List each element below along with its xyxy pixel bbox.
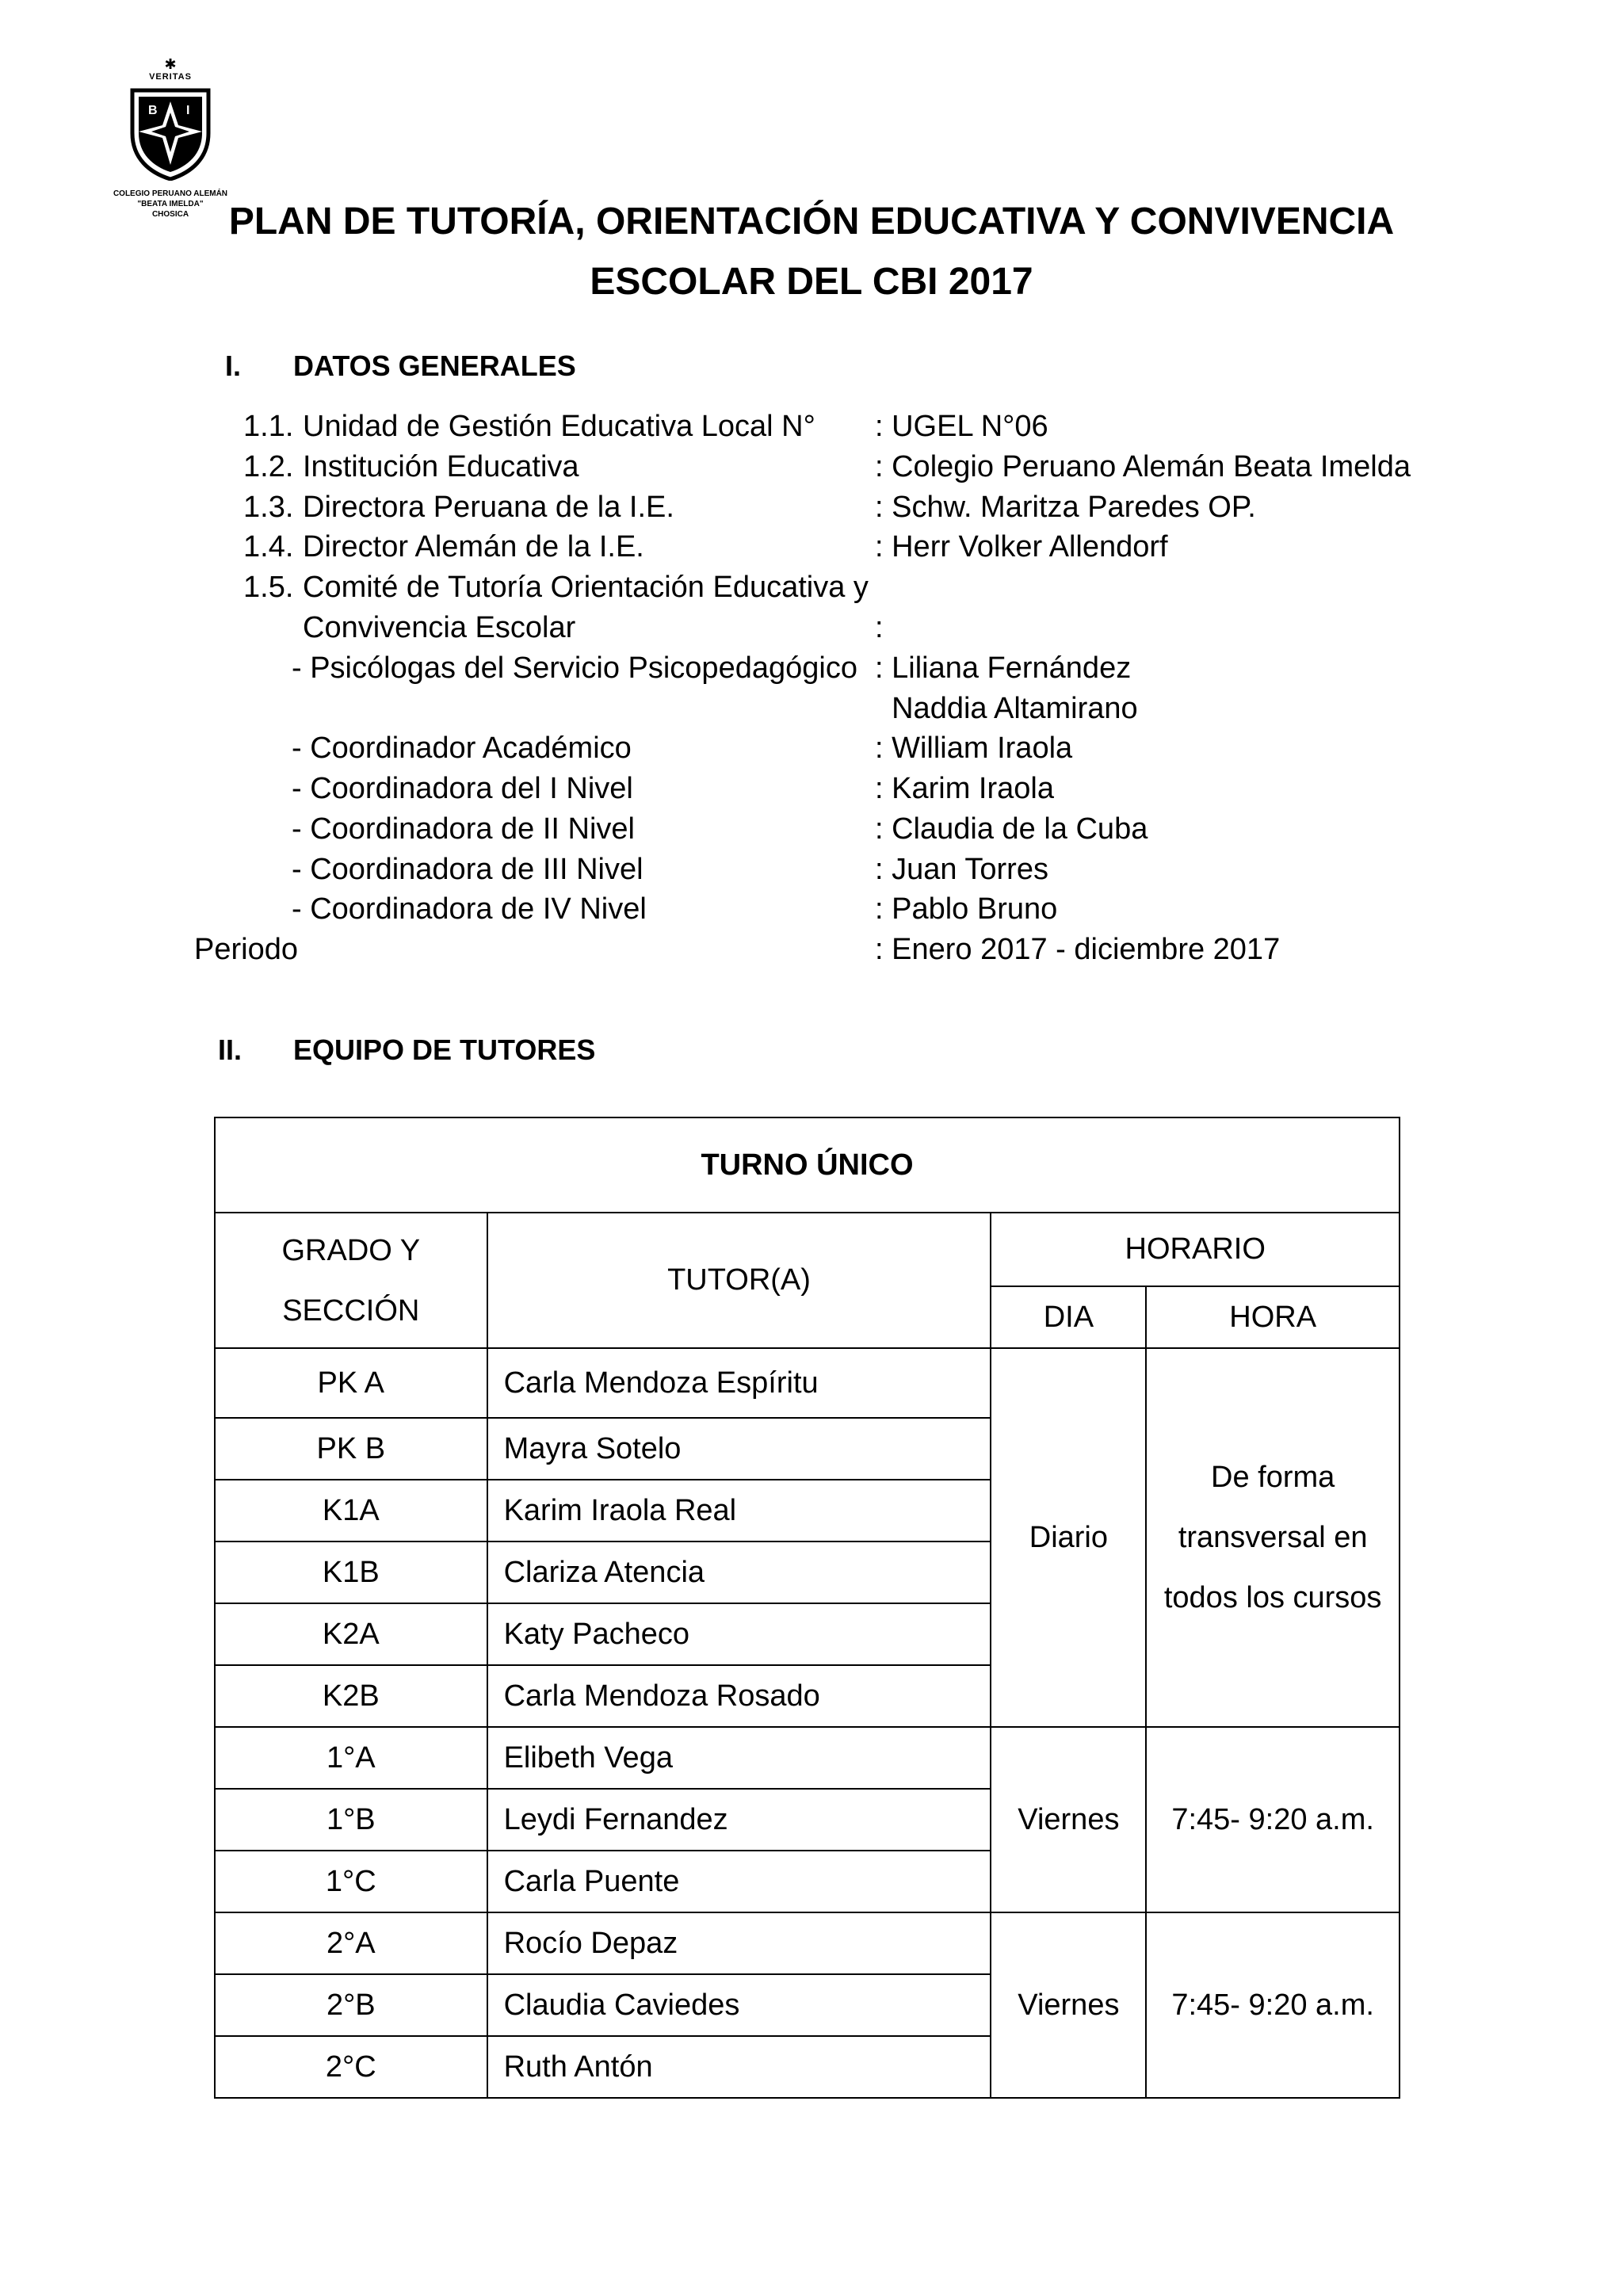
cell-tutor: Carla Mendoza Rosado xyxy=(487,1665,991,1727)
section-1-number: I. xyxy=(225,350,242,382)
datos-row-label: Institución Educativa xyxy=(303,450,579,483)
header-grado xyxy=(215,1213,487,1348)
header-dia: DIA xyxy=(991,1286,1146,1348)
cell-dia: Diario xyxy=(991,1348,1146,1727)
datos-row-value: : Schw. Maritza Paredes OP. xyxy=(875,491,1256,524)
header-horario: HORARIO xyxy=(991,1213,1400,1286)
document-title-line-2: ESCOLAR DEL CBI 2017 xyxy=(590,261,1033,303)
datos-row-coord-academico xyxy=(0,728,1623,768)
logo-line-1: COLEGIO PERUANO ALEMÁN xyxy=(113,189,228,198)
datos-row-coord-iv xyxy=(0,889,1623,929)
star-icon: ✱ xyxy=(164,56,177,72)
datos-row-label: - Coordinadora de II Nivel xyxy=(292,812,635,846)
datos-row-1-5-cont xyxy=(0,608,1623,648)
logo-line-2: "BEATA IMELDA" xyxy=(137,200,204,208)
cell-grado: K1B xyxy=(215,1541,487,1603)
table-caption-row xyxy=(215,1117,1400,1213)
cell-grado: K2B xyxy=(215,1665,487,1727)
table-row xyxy=(215,1727,1400,1789)
cell-hora: 7:45- 9:20 a.m. xyxy=(1146,1912,1400,2098)
cell-tutor: Katy Pacheco xyxy=(487,1603,991,1665)
cell-grado: K1A xyxy=(215,1480,487,1541)
datos-row-number: 1.1. xyxy=(243,410,294,443)
section-2-number: II. xyxy=(218,1033,242,1066)
cell-grado: 1°B xyxy=(215,1789,487,1851)
datos-row-psicologas xyxy=(0,648,1623,688)
datos-row-1-4 xyxy=(0,527,1623,567)
header-grado-line-1: GRADO Y xyxy=(281,1233,421,1267)
crest-letter-b: B xyxy=(148,104,158,117)
datos-row-periodo xyxy=(0,930,1623,969)
cell-grado: 1°C xyxy=(215,1851,487,1912)
logo-line-3: CHOSICA xyxy=(151,210,189,219)
datos-row-label: Comité de Tutoría Orientación Educativa y xyxy=(303,571,869,604)
cell-tutor: Elibeth Vega xyxy=(487,1727,991,1789)
cell-tutor: Claudia Caviedes xyxy=(487,1974,991,2036)
datos-row-number: 1.2. xyxy=(243,450,294,483)
datos-row-value: : xyxy=(875,611,884,644)
datos-row-1-5 xyxy=(0,567,1623,607)
datos-row-value: : Juan Torres xyxy=(875,853,1048,886)
datos-row-value: : UGEL N°06 xyxy=(875,410,1048,443)
datos-row-value: : Claudia de la Cuba xyxy=(875,812,1148,846)
header-grado-line-2: SECCIÓN xyxy=(282,1293,420,1328)
cell-tutor: Carla Puente xyxy=(487,1851,991,1912)
cell-hora: 7:45- 9:20 a.m. xyxy=(1146,1727,1400,1912)
datos-row-label: - Coordinadora del I Nivel xyxy=(292,772,633,805)
datos-row-1-3 xyxy=(0,487,1623,527)
datos-row-label: - Coordinador Académico xyxy=(292,732,632,765)
table-row xyxy=(215,1348,1400,1418)
cell-tutor: Mayra Sotelo xyxy=(487,1418,991,1480)
cell-grado: 2°C xyxy=(215,2036,487,2098)
datos-row-label: Director Alemán de la I.E. xyxy=(303,530,644,563)
document-title-line-1: PLAN DE TUTORÍA, ORIENTACIÓN EDUCATIVA Y CONVIVENCIA xyxy=(228,201,1395,243)
cell-hora xyxy=(1146,1348,1400,1727)
section-2-heading: EQUIPO DE TUTORES xyxy=(293,1033,596,1066)
periodo-label: Periodo xyxy=(194,933,298,966)
datos-row-value: : William Iraola xyxy=(875,732,1073,765)
header-tutor: TUTOR(A) xyxy=(487,1213,991,1348)
datos-row-label: - Psicólogas del Servicio Psicopedagógico xyxy=(292,651,857,685)
cell-dia: Viernes xyxy=(991,1727,1146,1912)
cell-tutor: Karim Iraola Real xyxy=(487,1480,991,1541)
cell-tutor: Clariza Atencia xyxy=(487,1541,991,1603)
cell-hora-line-1: De forma xyxy=(1211,1461,1335,1494)
cell-tutor: Leydi Fernandez xyxy=(487,1789,991,1851)
cell-tutor: Rocío Depaz xyxy=(487,1912,991,1974)
cell-dia: Viernes xyxy=(991,1912,1146,2098)
datos-row-number: 1.5. xyxy=(243,571,294,604)
section-1-heading: DATOS GENERALES xyxy=(293,350,576,382)
cell-grado: PK B xyxy=(215,1418,487,1480)
table-row xyxy=(215,1912,1400,1974)
datos-row-label: - Coordinadora de III Nivel xyxy=(292,853,643,886)
cell-grado: 1°A xyxy=(215,1727,487,1789)
datos-row-label: Convivencia Escolar xyxy=(303,611,576,644)
datos-row-1-1 xyxy=(0,407,1623,446)
datos-row-value: : Karim Iraola xyxy=(875,772,1054,805)
shield-crest-icon xyxy=(129,86,212,181)
datos-row-coord-i xyxy=(0,769,1623,808)
cell-grado: 2°B xyxy=(215,1974,487,2036)
periodo-value: : Enero 2017 - diciembre 2017 xyxy=(875,933,1281,966)
datos-row-value: : Colegio Peruano Alemán Beata Imelda xyxy=(875,450,1411,483)
datos-row-coord-iii xyxy=(0,850,1623,889)
datos-row-number: 1.3. xyxy=(243,491,294,524)
header-hora: HORA xyxy=(1146,1286,1400,1348)
cell-hora-line-2: transversal en xyxy=(1178,1521,1368,1554)
cell-tutor: Carla Mendoza Espíritu xyxy=(487,1348,991,1418)
crest-letter-i: I xyxy=(186,104,190,117)
datos-row-label: Directora Peruana de la I.E. xyxy=(303,491,674,524)
datos-row-value: Naddia Altamirano xyxy=(875,692,1138,725)
datos-row-label: - Coordinadora de IV Nivel xyxy=(292,892,647,926)
datos-row-number: 1.4. xyxy=(243,530,294,563)
cell-grado: PK A xyxy=(215,1348,487,1418)
datos-row-value: : Liliana Fernández xyxy=(875,651,1132,685)
datos-row-value: : Herr Volker Allendorf xyxy=(875,530,1168,563)
cell-grado: 2°A xyxy=(215,1912,487,1974)
datos-row-label: Unidad de Gestión Educativa Local N° xyxy=(303,410,815,443)
cell-tutor: Ruth Antón xyxy=(487,2036,991,2098)
datos-row-1-2 xyxy=(0,447,1623,487)
cell-hora-line-3: todos los cursos xyxy=(1163,1581,1382,1614)
logo-motto: VERITAS xyxy=(149,72,192,82)
cell-grado: K2A xyxy=(215,1603,487,1665)
datos-row-psicologas-cont xyxy=(0,689,1623,728)
tutors-table xyxy=(214,1117,1400,2099)
datos-row-value: : Pablo Bruno xyxy=(875,892,1058,926)
table-header-row xyxy=(215,1213,1400,1286)
table-caption: TURNO ÚNICO xyxy=(215,1117,1400,1213)
datos-row-coord-ii xyxy=(0,809,1623,849)
